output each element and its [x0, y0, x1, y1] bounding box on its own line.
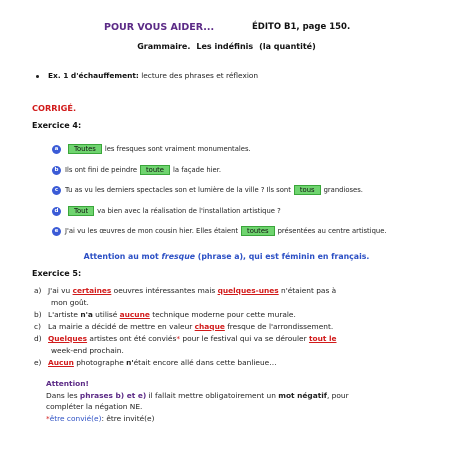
exercise5-item: e) Aucun photographe n'était encore allé dans cette banlieue…: [34, 358, 277, 367]
exercise4-item: [52, 143, 251, 155]
exercise4-item: [52, 164, 221, 176]
exercise5-item: b) L'artiste n'a utilisé aucune technique moderne pour cette murale.: [34, 310, 296, 319]
subtitle: [0, 42, 453, 51]
negation-word: n'a: [80, 310, 93, 319]
answer-box: tous: [294, 185, 321, 195]
exercise5-item: a) J'ai vu certaines oeuvres intéressantes mais quelques-unes n'étaient pas à mon goût.: [34, 286, 337, 307]
answer-box: toutes: [241, 226, 275, 236]
negation-word: n': [126, 358, 134, 367]
answer-box: toute: [140, 165, 170, 175]
sentence-after: la façade hier.: [173, 166, 222, 174]
subtitle-grammar: Grammaire.: [137, 42, 191, 51]
exercise4-item: [52, 205, 281, 217]
bullet-item: [36, 71, 258, 80]
header-title: POUR VOUS AIDER...: [104, 22, 215, 33]
header-reference: ÉDITO B1, page 150.: [252, 22, 351, 32]
number-badge-icon: b: [52, 166, 61, 175]
sentence-after: présentées au centre artistique.: [277, 227, 387, 235]
exercise5-item: d) Quelques artistes ont été conviés* pour le festival qui va se dérouler tout le week-end prochain.: [34, 334, 337, 355]
exercise5-title: Exercice 5:: [32, 269, 82, 278]
number-badge-icon: c: [52, 186, 61, 195]
answer-box: Toutes: [68, 144, 102, 154]
answer-word: quelques-unes: [217, 286, 279, 295]
bullet-dot-icon: [36, 75, 39, 78]
corrige-heading: CORRIGÉ.: [32, 103, 77, 113]
exercise4-item: [52, 225, 387, 237]
exercise4-title: Exercice 4:: [32, 121, 82, 130]
attention-note: Attention au mot fresque (phrase a), qui est féminin en français.: [83, 252, 370, 261]
answer-word: tout le: [308, 334, 337, 343]
sentence-after: va bien avec la réalisation de l'installation artistique ?: [97, 207, 281, 215]
answer-word: Quelques: [48, 334, 88, 343]
number-badge-icon: d: [52, 207, 61, 216]
answer-word: certaines: [72, 286, 112, 295]
emphasized-word: fresque: [161, 252, 196, 261]
answer-word: aucune: [119, 310, 150, 319]
exercise5-item: c) La mairie a décidé de mettre en valeur chaque fresque de l'arrondissement.: [34, 322, 334, 331]
attention-box: Attention! Dans les phrases b) et e) il fallait mettre obligatoirement un mot négatif, pour compléter la négation NE. *être convié(e): être invité(e): [46, 378, 416, 424]
answer-box: Tout: [68, 206, 94, 216]
sentence-after: les fresques sont vraiment monumentales.: [104, 145, 251, 153]
answer-word: Aucun: [48, 358, 74, 367]
sentence-before: Tu as vu les derniers spectacles son et lumière de la ville ? Ils sont: [65, 186, 291, 194]
sentence-before: J'ai vu les œuvres de mon cousin hier. Elles étaient: [65, 227, 239, 235]
bullet-label: Ex. 1 d'échauffement:: [48, 71, 139, 80]
answer-word: chaque: [194, 322, 225, 331]
subtitle-detail: (la quantité): [259, 42, 316, 51]
bullet-text: lecture des phrases et réflexion: [138, 71, 259, 80]
sentence-after: grandioses.: [323, 186, 363, 194]
number-badge-icon: a: [52, 145, 61, 154]
sentence-before: Ils ont fini de peindre: [65, 166, 138, 174]
exercise4-item: [52, 184, 363, 196]
number-badge-icon: e: [52, 227, 61, 236]
attention-title: Attention!: [46, 379, 89, 388]
subtitle-topic: Les indéfinis: [196, 42, 254, 51]
